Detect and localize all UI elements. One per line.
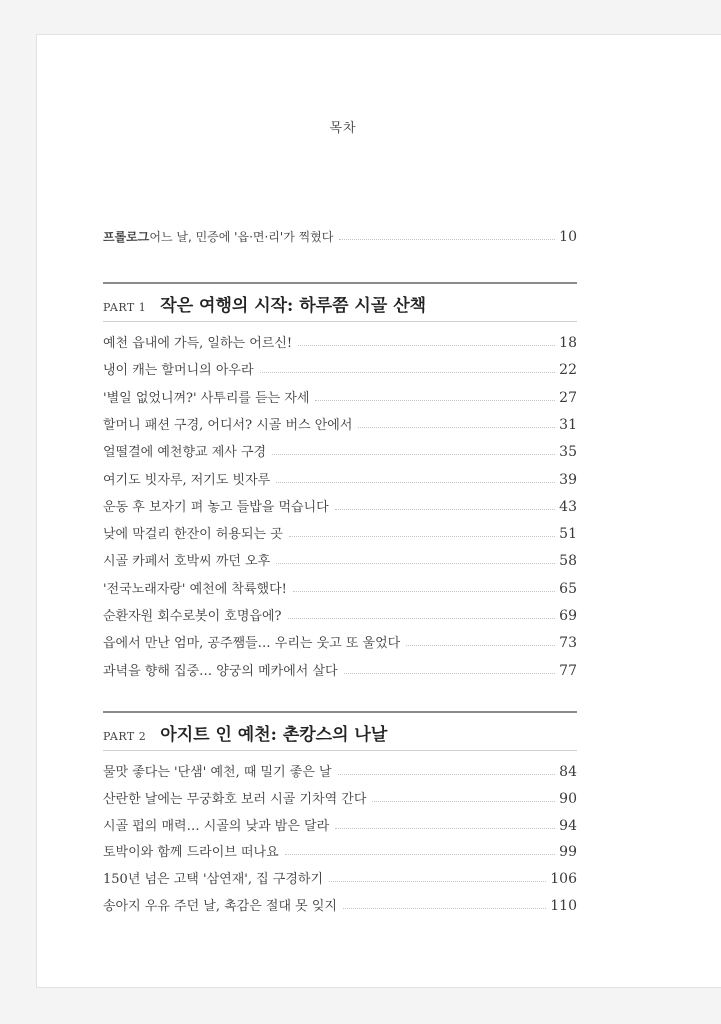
leader-dots [288,618,556,619]
toc-prologue[interactable] [103,223,577,245]
toc-item-page: 94 [559,817,577,834]
leader-dots [358,427,555,428]
toc-item[interactable] [103,547,577,569]
toc-item[interactable] [103,838,577,860]
prologue-page: 10 [559,229,577,245]
toc-item-page: 84 [559,764,577,780]
part2-label: PART 2 [103,730,147,743]
book-page [36,34,721,988]
leader-dots [289,536,555,537]
prologue-label-bold: 프롤로그 [103,230,150,244]
toc-item[interactable] [103,785,577,807]
toc-item-label: 토박이와 함께 드라이브 떠나요 [103,845,279,861]
toc-item-label: 순환자원 회수로봇이 호명읍에? [103,609,282,624]
toc-item[interactable] [103,575,577,597]
leader-dots [260,372,556,373]
toc-item-page: 73 [559,635,577,652]
toc-item[interactable] [103,602,577,624]
part1-title: 작은 여행의 시작: 하루쯤 시골 산책 [160,296,427,316]
toc-item-label: 얼떨결에 예천향교 제사 구경 [103,445,267,461]
leader-dots [372,801,555,802]
toc-item-page: 51 [559,526,577,543]
leader-dots [293,591,555,592]
part2-rule [103,711,577,713]
toc-item[interactable] [103,657,577,679]
toc-item-page: 90 [559,790,577,807]
part2-underline [103,750,577,751]
toc-item-page: 99 [559,844,577,861]
toc-item[interactable] [103,758,577,780]
toc-item-label: 시골 펍의 매력… 시골의 낮과 밤은 달라 [103,818,330,834]
toc-item-label: 산란한 날에는 무궁화호 보러 시골 기차역 간다 [103,791,367,807]
leader-dots [335,828,555,829]
toc-item-page: 69 [559,608,577,624]
toc-item-page: 77 [559,662,577,679]
toc-item[interactable] [103,892,577,914]
toc-item[interactable] [103,629,577,651]
part2-heading [103,720,387,745]
leader-dots [272,454,555,455]
toc-item[interactable] [103,356,577,378]
toc-item-page: 58 [559,553,577,570]
toc-item-label: 물맛 좋다는 '단샘' 예천, 때 밀기 좋은 날 [103,765,332,780]
toc-item[interactable] [103,438,577,460]
toc-item-label: 여기도 빗자루, 저기도 빗자루 [103,472,271,488]
leader-dots [315,400,555,401]
toc-item[interactable] [103,329,577,351]
leader-dots [298,345,555,346]
toc-item-page: 18 [559,335,577,351]
toc-item[interactable] [103,865,577,887]
toc-item[interactable] [103,466,577,488]
toc-item[interactable] [103,384,577,406]
toc-item-page: 43 [559,498,577,515]
toc-item-page: 22 [559,362,577,379]
leader-dots [344,673,556,674]
part1-label: PART 1 [103,301,147,314]
toc-item-page: 106 [550,871,577,888]
part2-title: 아지트 인 예천: 촌캉스의 나날 [160,725,388,745]
toc-item[interactable] [103,812,577,834]
toc-item-label: 과녁을 향해 집중… 양궁의 메카에서 살다 [103,663,338,679]
page-title: 목차 [329,121,357,136]
toc-item-page: 65 [559,580,577,597]
toc-item-label: 냉이 캐는 할머니의 아우라 [103,363,254,379]
toc-item-page: 31 [559,416,577,433]
toc-item-label: 할머니 패션 구경, 어디서? 시골 버스 안에서 [103,417,353,433]
prologue-label: 어느 날, 민증에 '읍·면·리'가 찍혔다 [149,230,334,244]
toc-item-label: '전국노래자랑' 예천에 착륙했다! [103,581,287,597]
part1-underline [103,321,577,322]
toc-item-label: 읍에서 만난 엄마, 공주쨈들… 우리는 웃고 또 울었다 [103,636,401,652]
leader-dots [338,774,556,775]
toc-item-label: 150년 넘은 고택 '삼연재', 집 구경하기 [103,872,324,888]
toc-item-label: 운동 후 보자기 펴 놓고 들밥을 먹습니다 [103,499,329,515]
leader-dots [339,239,555,240]
toc-item-page: 39 [559,471,577,488]
leader-dots [343,908,546,909]
toc-item-label: 시골 카페서 호박씨 까던 오후 [103,554,271,570]
toc-item-label: 예천 읍내에 가득, 일하는 어르신! [103,336,293,351]
leader-dots [329,881,546,882]
toc-item[interactable] [103,411,577,433]
part1-rule [103,282,577,284]
toc-item-page: 27 [559,389,577,406]
toc-item[interactable] [103,493,577,515]
leader-dots [406,645,555,646]
leader-dots [276,482,555,483]
leader-dots [276,563,555,564]
toc-item-page: 110 [550,898,577,914]
leader-dots [285,854,556,855]
toc-item-label: 송아지 우유 주던 날, 촉감은 절대 못 잊지 [103,899,337,914]
toc-item-page: 35 [559,444,577,461]
part1-heading [103,291,426,316]
leader-dots [335,509,555,510]
toc-item[interactable] [103,520,577,542]
toc-item-label: 낮에 막걸리 한잔이 허용되는 곳 [103,527,283,543]
toc-item-label: '별일 없었니껴?' 사투리를 듣는 자세 [103,390,310,406]
